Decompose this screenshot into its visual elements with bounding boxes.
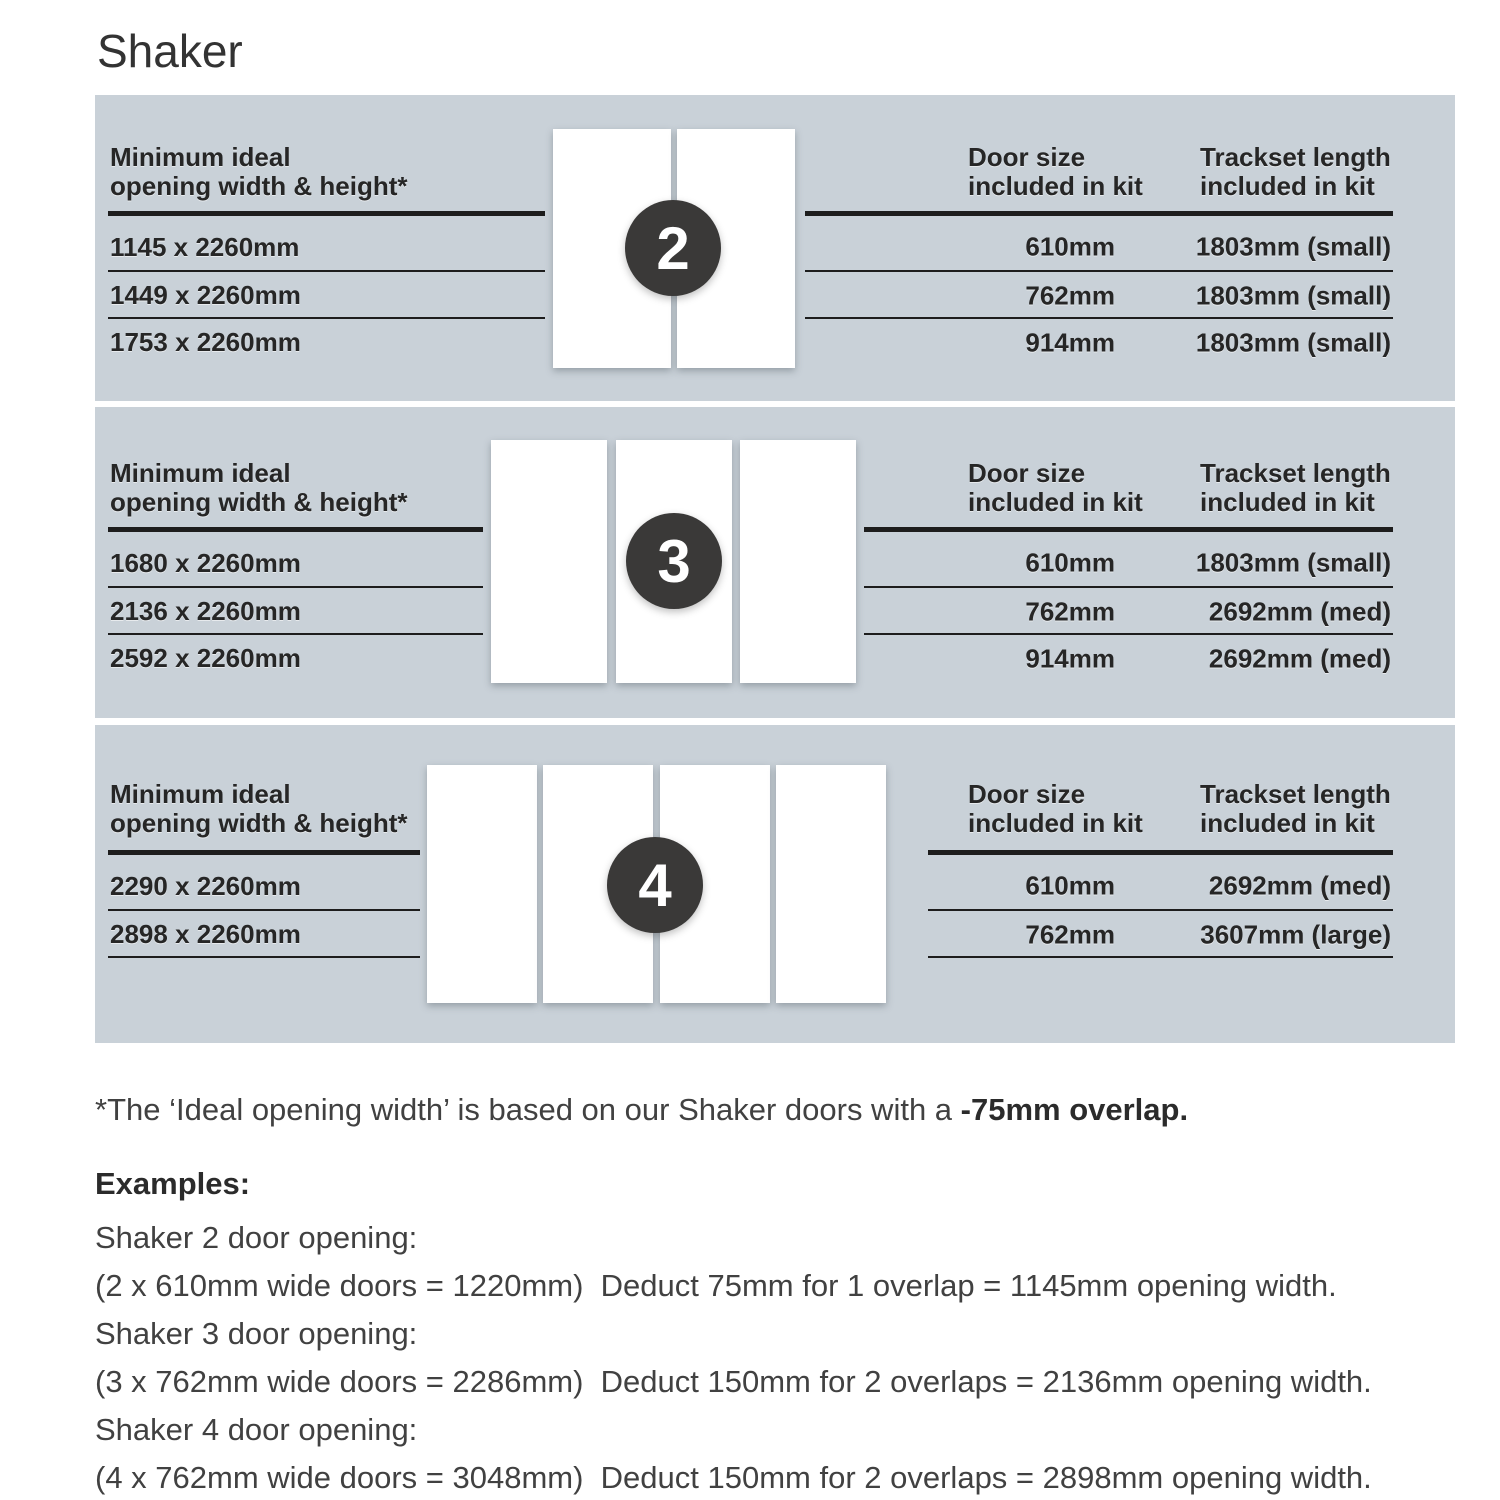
door-size-value: 610mm (1025, 231, 1115, 262)
door-size-value: 762mm (1025, 596, 1115, 626)
footnote-text: *The ‘Ideal opening width’ is based on our Shaker doors with a (95, 1092, 961, 1127)
trackset-length-value: 1803mm (small) (1195, 327, 1391, 357)
panel-3-door (95, 407, 1455, 718)
example-line: (3 x 762mm wide doors = 2286mm) Deduct 150mm for 2 overlaps = 2136mm opening width. (95, 1364, 1372, 1399)
opening-size-table (108, 407, 483, 718)
door-size-value: 610mm (1025, 547, 1115, 578)
table-row (805, 588, 1393, 635)
door-size-header-line2: included in kit (968, 487, 1143, 517)
trackset-header-line2: included in kit (1200, 808, 1375, 838)
panel-4-door (95, 725, 1455, 1043)
opening-size-value: 1753 x 2260mm (110, 327, 301, 357)
example-line: (4 x 762mm wide doors = 3048mm) Deduct 150mm for 2 overlaps = 2898mm opening width. (95, 1460, 1372, 1495)
door-size-value: 762mm (1025, 919, 1115, 949)
opening-size-header (110, 143, 408, 201)
table-row (108, 855, 420, 911)
opening-size-value: 1449 x 2260mm (110, 280, 301, 310)
table-row (108, 911, 420, 958)
trackset-header-line1: Trackset length (1200, 779, 1391, 809)
opening-header-line1: Minimum ideal (110, 142, 291, 172)
opening-size-value: 1145 x 2260mm (110, 231, 300, 262)
door-size-value: 762mm (1025, 280, 1115, 310)
opening-size-value: 2898 x 2260mm (110, 919, 301, 949)
door-size-value: 610mm (1025, 870, 1115, 901)
kit-contents-table (805, 725, 1393, 1043)
trackset-header-line1: Trackset length (1200, 458, 1391, 488)
door-size-header-line1: Door size (968, 142, 1086, 172)
trackset-length-header (1200, 459, 1391, 517)
table-row (805, 319, 1393, 366)
opening-header-line2: opening width & height* (110, 808, 408, 838)
opening-size-value: 2592 x 2260mm (110, 643, 301, 673)
opening-size-table (108, 725, 420, 1043)
kit-contents-table (805, 407, 1393, 718)
example-line: (2 x 610mm wide doors = 1220mm) Deduct 75mm for 1 overlap = 1145mm opening width. (95, 1268, 1337, 1303)
opening-size-value: 1680 x 2260mm (110, 547, 301, 578)
opening-size-header (110, 459, 408, 517)
door-size-header-line2: included in kit (968, 171, 1143, 201)
examples-heading: Examples: (95, 1166, 251, 1201)
trackset-length-value: 2692mm (med) (1208, 643, 1391, 673)
trackset-length-value: 1803mm (small) (1195, 280, 1391, 310)
door-size-header (968, 459, 1143, 517)
opening-header-line2: opening width & height* (110, 487, 408, 517)
footnote-bold-text: -75mm overlap. (960, 1092, 1189, 1127)
footnote (95, 1092, 1188, 1128)
trackset-header-line1: Trackset length (1200, 142, 1391, 172)
table-row (108, 635, 483, 682)
kit-contents-table (805, 95, 1393, 401)
opening-header-line2: opening width & height* (110, 171, 408, 201)
panel-2-door (95, 95, 1455, 401)
trackset-length-value: 2692mm (med) (1208, 870, 1391, 901)
door-size-value: 914mm (1025, 643, 1115, 673)
page-title: Shaker (97, 25, 243, 77)
opening-size-table (108, 95, 545, 401)
door-size-header-line1: Door size (968, 779, 1086, 809)
opening-size-header (110, 780, 408, 838)
door-count-badge: 3 (626, 513, 722, 609)
trackset-length-value: 3607mm (large) (1200, 919, 1391, 949)
table-row (805, 855, 1393, 911)
door-panel (491, 440, 607, 683)
example-line: Shaker 3 door opening: (95, 1316, 418, 1351)
door-size-header-line2: included in kit (968, 808, 1143, 838)
door-size-header (968, 780, 1143, 838)
trackset-length-value: 2692mm (med) (1208, 596, 1391, 626)
table-row (108, 319, 545, 366)
opening-size-value: 2136 x 2260mm (110, 596, 301, 626)
opening-size-value: 2290 x 2260mm (110, 870, 301, 901)
table-row (805, 272, 1393, 319)
door-size-value: 914mm (1025, 327, 1115, 357)
trackset-length-header (1200, 143, 1391, 201)
table-row (108, 532, 483, 588)
door-size-header (968, 143, 1143, 201)
trackset-length-value: 1803mm (small) (1195, 547, 1391, 578)
opening-header-line1: Minimum ideal (110, 779, 291, 809)
table-row (805, 532, 1393, 588)
trackset-length-header (1200, 780, 1391, 838)
example-line: Shaker 2 door opening: (95, 1220, 418, 1255)
door-count-badge: 4 (607, 837, 703, 933)
opening-header-line1: Minimum ideal (110, 458, 291, 488)
table-row (805, 216, 1393, 272)
trackset-header-line2: included in kit (1200, 171, 1375, 201)
table-row (108, 216, 545, 272)
example-line: Shaker 4 door opening: (95, 1412, 418, 1447)
examples-list (95, 1214, 1372, 1500)
table-row (108, 272, 545, 319)
door-count-badge: 2 (625, 200, 721, 296)
trackset-header-line2: included in kit (1200, 487, 1375, 517)
table-row (805, 911, 1393, 958)
trackset-length-value: 1803mm (small) (1195, 231, 1391, 262)
door-panel (427, 765, 537, 1003)
table-row (108, 588, 483, 635)
table-row (805, 635, 1393, 682)
door-size-header-line1: Door size (968, 458, 1086, 488)
